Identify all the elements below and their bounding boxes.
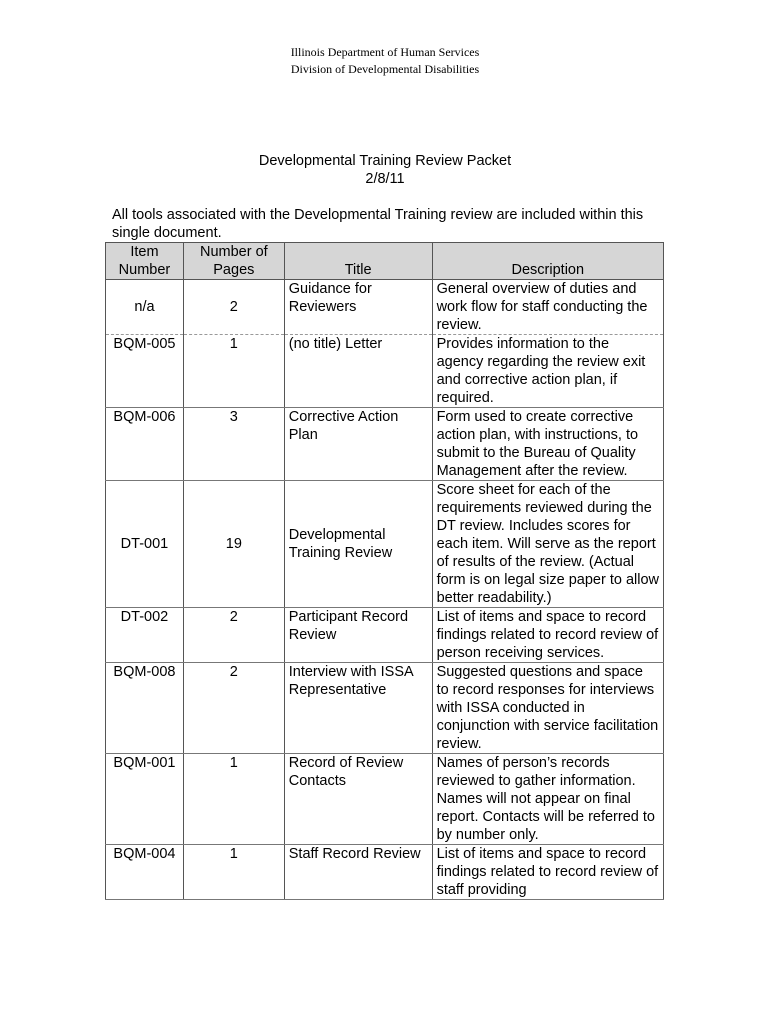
- description-cell: List of items and space to record findings related to record review of staff providing: [432, 845, 663, 900]
- page-count-cell: 2: [183, 608, 284, 663]
- header-description: Description: [432, 243, 663, 280]
- item-number-cell: BQM-006: [106, 408, 184, 481]
- description-cell: Names of person’s records reviewed to gather information. Names will not appear on final report. Contacts will be referred to by number only.: [432, 754, 663, 845]
- table-row: [106, 408, 664, 481]
- page-count-cell: 1: [183, 335, 284, 408]
- table-row: [106, 845, 664, 900]
- page-count-cell: 1: [183, 754, 284, 845]
- table-row: [106, 280, 664, 335]
- item-number-cell: BQM-001: [106, 754, 184, 845]
- header-number-of-pages: Number of Pages: [183, 243, 284, 280]
- table-header-row: [106, 243, 664, 280]
- header-item-number: Item Number: [106, 243, 184, 280]
- division-name: Division of Developmental Disabilities: [290, 62, 480, 76]
- page-count-cell: 2: [183, 280, 284, 335]
- description-cell: Suggested questions and space to record responses for interviews with ISSA conducted in conjunction with service facilitation review.: [432, 663, 663, 754]
- intro-paragraph: All tools associated with the Developmental Training review are included within this single document.: [112, 207, 644, 241]
- item-number-cell: BQM-008: [106, 663, 184, 754]
- page-count-cell: 3: [183, 408, 284, 481]
- title-cell: Corrective Action Plan: [284, 408, 432, 481]
- table-row: [106, 335, 664, 408]
- agency-header: [0, 44, 770, 78]
- description-cell: General overview of duties and work flow for staff conducting the review.: [432, 280, 663, 335]
- page-count-cell: 1: [183, 845, 284, 900]
- agency-name: Illinois Department of Human Services: [290, 45, 480, 59]
- description-cell: Score sheet for each of the requirements reviewed during the DT review. Includes scores for each item. Will serve as the report of results of the review. (Actual form is on legal size paper to allow better readability.): [432, 481, 663, 608]
- page-count-cell: 2: [183, 663, 284, 754]
- header-title: Title: [284, 243, 432, 280]
- title-cell: Staff Record Review: [284, 845, 432, 900]
- title-cell: (no title) Letter: [284, 335, 432, 408]
- table-row: [106, 754, 664, 845]
- title-cell: Record of Review Contacts: [284, 754, 432, 845]
- document-title-text: Developmental Training Review Packet: [258, 153, 512, 169]
- table-row: [106, 608, 664, 663]
- description-cell: Provides information to the agency regarding the review exit and corrective action plan, if required.: [432, 335, 663, 408]
- table-row: [106, 663, 664, 754]
- table-body: [106, 280, 664, 900]
- table-row: [106, 481, 664, 608]
- title-cell: Guidance for Reviewers: [284, 280, 432, 335]
- page-count-cell: 19: [183, 481, 284, 608]
- document-title: [0, 152, 770, 188]
- item-number-cell: n/a: [106, 280, 184, 335]
- title-cell: Developmental Training Review: [284, 481, 432, 608]
- description-cell: Form used to create corrective action plan, with instructions, to submit to the Bureau of Quality Management after the review.: [432, 408, 663, 481]
- tools-table: [105, 242, 664, 900]
- title-cell: Participant Record Review: [284, 608, 432, 663]
- description-cell: List of items and space to record findings related to record review of person receiving services.: [432, 608, 663, 663]
- item-number-cell: BQM-004: [106, 845, 184, 900]
- item-number-cell: BQM-005: [106, 335, 184, 408]
- item-number-cell: DT-002: [106, 608, 184, 663]
- item-number-cell: DT-001: [106, 481, 184, 608]
- document-date: 2/8/11: [365, 171, 405, 187]
- title-cell: Interview with ISSA Representative: [284, 663, 432, 754]
